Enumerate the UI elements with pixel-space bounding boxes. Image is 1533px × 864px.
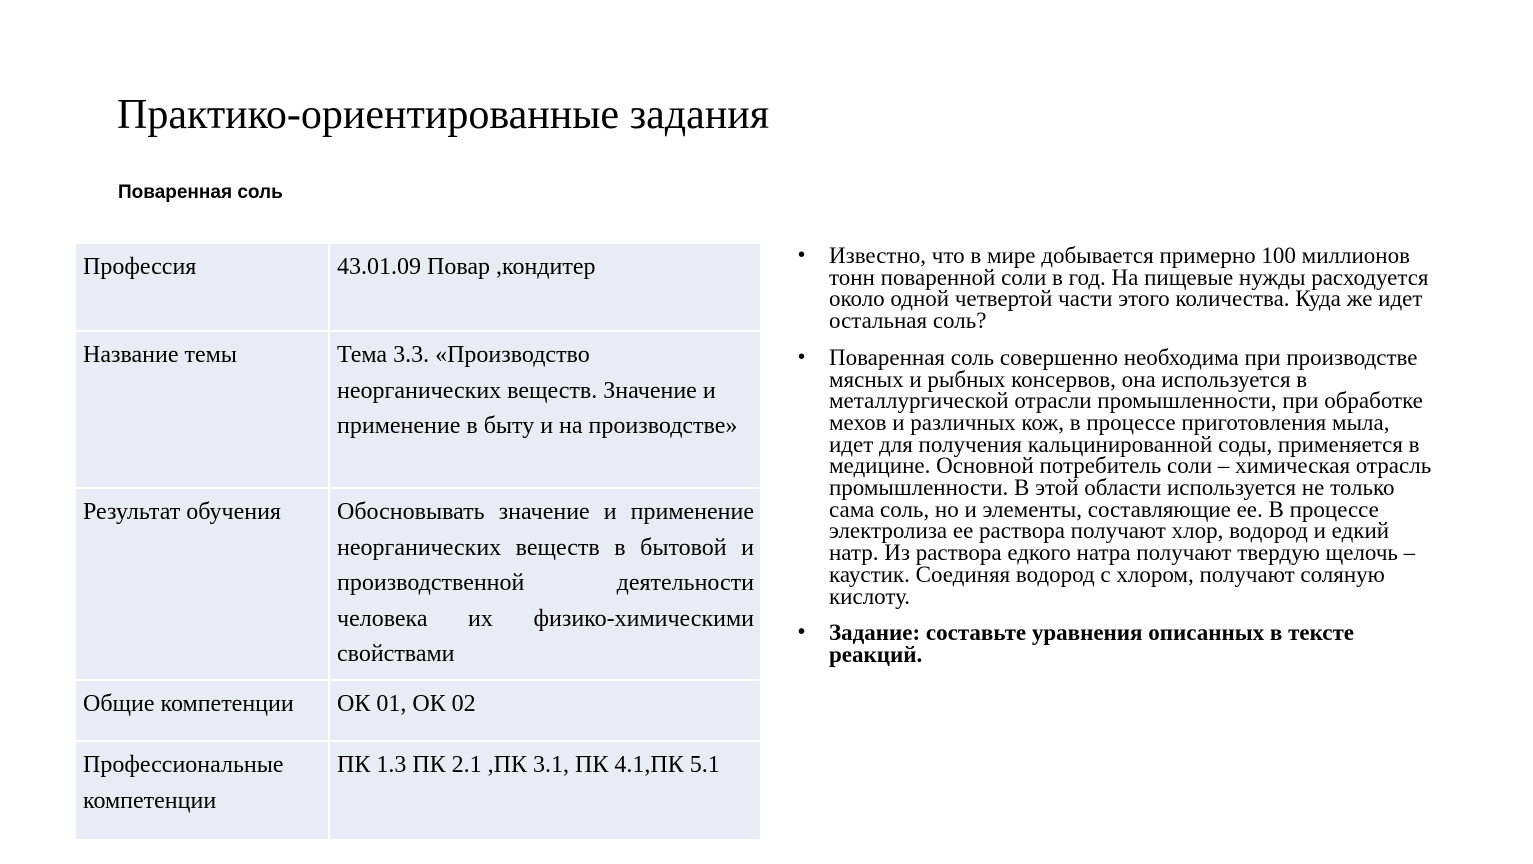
table-cell-label: Результат обучения <box>75 488 329 680</box>
bullet-item <box>798 243 1439 334</box>
table-cell-value: ОК 01, ОК 02 <box>329 680 761 741</box>
table-cell-value: 43.01.09 Повар ,кондитер <box>329 243 761 331</box>
table-cell-value: Тема 3.3. «Производство неорганических веществ. Значение и применение в быту и на производстве» <box>329 331 761 488</box>
slide-title: Практико-ориентированные задания <box>117 92 770 138</box>
table-cell-label: Название темы <box>75 331 329 488</box>
table-row-topic <box>75 331 761 488</box>
table-row-learning-result <box>75 488 761 680</box>
table-row-general-competencies <box>75 680 761 741</box>
bullet-icon: • <box>798 244 806 266</box>
table-cell-label: Профессия <box>75 243 329 331</box>
bullet-text: Задание: составьте уравнения описанных в тексте реакций. <box>829 620 1355 667</box>
table-row-professional-competencies <box>75 741 761 840</box>
table-cell-label: Профессиональные компетенции <box>75 741 329 840</box>
info-table <box>74 242 762 841</box>
bullet-icon: • <box>798 345 806 368</box>
bullet-list <box>798 243 1439 681</box>
bullet-text: Поваренная соль совершенно необходима при производстве мясных и рыбных консервов, она используется в металлургической отрасли промышленности, при обработке мехов и различных кож, в процессе приготовления мыла, идет для получения кальцинированной соды, применяется в медицине. Основной потребитель соли – химическая отрасль промышленности. В этой области используется не только сама соль, но и элементы, составляющие ее. В процессе электролиза ее раствора получают хлор, водород и едкий натр. Из раствора едкого натра получают твердую щелочь – каустик. Соединяя водород с хлором, получают соляную кислоту. <box>829 344 1432 609</box>
bullet-item-task <box>798 620 1439 667</box>
bullet-item <box>798 344 1439 609</box>
table-cell-value: ПК 1.3 ПК 2.1 ,ПК 3.1, ПК 4.1,ПК 5.1 <box>329 741 761 840</box>
table-row-profession <box>75 243 761 331</box>
table-cell-value: Обосновывать значение и применение неорганических веществ в бытовой и производственной деятельности человека их физико-химическими свойствами <box>329 488 761 680</box>
bullet-icon: • <box>798 621 806 644</box>
slide-subtitle: Поваренная соль <box>118 182 283 203</box>
bullet-text: Известно, что в мире добывается примерно 100 миллионов тонн поваренной соли в год. На пищевые нужды расходуется около одной четвертой части этого количества. Куда же идет остальная соль? <box>829 243 1429 334</box>
table-cell-label: Общие компетенции <box>75 680 329 741</box>
